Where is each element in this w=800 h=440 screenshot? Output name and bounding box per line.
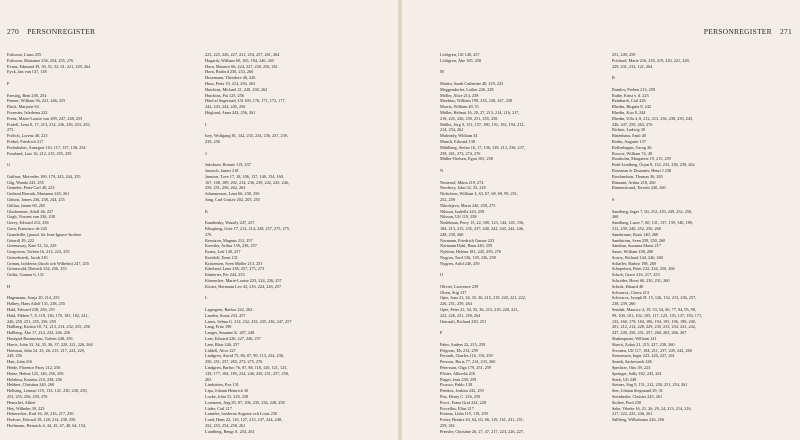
index-letter-heading: F [7, 80, 10, 86]
index-entry: Lööfgren, Åke 165, 258 [440, 57, 481, 63]
index-entry: 253, 255, 256, 259, 276 [7, 394, 48, 400]
index-entry: Lumière, bröderna Auguste och Louis 230 [205, 411, 277, 417]
index-entry: 246, 247, 259, 263, 276 [612, 121, 653, 127]
index-entry: Lindström, Eva 131 [205, 382, 239, 388]
index-entry: Pelgrom, Els 212, 259 [440, 347, 478, 353]
index-entry: Rhedin, Ulla 4, 8, 212, 213, 236, 238, 239, 245, [612, 115, 694, 121]
index-entry: Scholt, Grace 216, 217, 253 [612, 272, 660, 278]
index-entry: Gorey, Edward 212, 256 [7, 220, 49, 226]
index-entry: Gregorsen, Torben 16, 213, 223, 255 [7, 249, 70, 255]
index-letter-heading: J [205, 150, 207, 156]
index-entry: Outcault, Richard 230, 251 [440, 318, 487, 324]
index-entry: Gemeler, Peter Carl 40, 223 [7, 185, 55, 191]
index-entry: Kåreland, Lena 238, 257, 275, 273 [205, 266, 265, 272]
index-entry: Janosch, James 218 [205, 167, 239, 173]
index-entry: Kreutzon, Magnus 212, 257 [205, 237, 253, 243]
index-entry: Grimm, bröderna (Jacob och Wilhelm) 247, 255 [7, 260, 89, 266]
index-entry: 273 [7, 127, 14, 133]
index-entry: Horn, Raiford 230, 233, 260 [205, 69, 254, 75]
index-entry: Hogarth, William 60, 165, 184, 246, 265 [205, 57, 275, 63]
index-entry: Newbery, John 32, 33, 218 [440, 185, 486, 191]
index-entry: Heine, Helme 125, 146, 250, 256 [7, 370, 64, 376]
index-entry: Rünnerstrand, Torsten 240, 260 [612, 185, 666, 191]
index-entry: Stark, Ulf 249 [612, 376, 637, 382]
index-entry: Locke, John 31, 218, 258 [205, 394, 249, 400]
index-entry: Isey, Wolfgang 81, 142, 233, 234, 236, 237, 239, [205, 133, 288, 139]
index-letter-heading: L [205, 295, 208, 301]
index-entry: Forrester, Isfederna 222 [7, 109, 48, 115]
index-entry: Shavit, Zohar 21, 215, 227, 238, 260 [612, 341, 675, 347]
index-entry: Sendak, Maurice 4, 19, 53, 54, 66, 77, 94, 95, 98, [612, 307, 697, 313]
index-entry: Müller, Jörg 9, 151, 157, 190, 191, 192, 194, 212, [440, 121, 525, 127]
index-letter-heading: G [7, 162, 11, 168]
index-entry: Möller, Alice 214, 258 [440, 92, 479, 98]
index-entry: Rowlandson, Thomas 36, 265 [612, 173, 663, 179]
index-entry: 201, 212, 214, 228, 229, 230, 233, 234, 241, 242, [612, 324, 696, 330]
index-entry: Hallberg, Kristin 18, 72, 213, 214, 232, 255, 256 [7, 324, 90, 330]
index-entry: 260 [612, 214, 619, 220]
index-entry: Picasso, Pablo 138 [440, 382, 472, 388]
index-entry: Meggendorfer, Lothar 226, 228 [440, 86, 494, 92]
index-entry: Sandran, Susanna Maria 217 [612, 243, 661, 249]
index-entry: Nikolajeva, Maria 240, 258, 275 [440, 202, 496, 208]
index-entry: Lindgren, Astrid 75, 86, 87, 99, 113, 234, 236, [205, 353, 284, 359]
index-entry: Furuland, Lars 16, 212, 215, 255, 259 [7, 150, 72, 156]
index-entry: Sanderame, Boris 140, 260 [612, 231, 659, 237]
index-entry: Lear, Edward 226, 227, 246, 257 [205, 336, 261, 342]
index-entry: Huss, Peter 19, 214, 256, 263 [205, 80, 256, 86]
index-entry: 250, 251, 257, 265, 273, 275, 276 [205, 359, 263, 365]
index-entry: 223, 225, 226, 227, 231, 254, 257, 261, 264 [205, 52, 280, 57]
index-column [440, 52, 605, 435]
index-entry: Heide, Florence Parry 212, 256 [7, 365, 61, 371]
index-entry: Halbey, Hans Adolf 131, 238, 255 [7, 301, 66, 307]
index-entry: Johannesson, Lena 66, 230, 256 [205, 191, 260, 197]
index-entry: Normann, Friedrich Gustav 223 [440, 237, 495, 243]
index-entry: 276 [205, 231, 212, 237]
index-entry: Sauer, William 238, 260 [612, 249, 654, 255]
index-entry: Lüder, Carl 217 [205, 405, 232, 411]
index-column [612, 52, 792, 423]
index-entry: Nilsson, Isabella 243, 258 [440, 208, 485, 214]
left-page-header [7, 27, 95, 36]
index-entry: Flack, Marjorie 63 [7, 104, 39, 110]
index-entry: Pocci, Franz Graf 224, 228 [440, 399, 487, 405]
index-entry: 133, 160, 179, 184, 186, 194, 195, 196, 199, 200, [612, 318, 696, 324]
index-entry: Hodcart, Edward 18, 128, 214, 238, 256 [7, 417, 76, 423]
index-entry: Lund, Hans 22, 116, 127, 213, 237, 244, 248, [205, 417, 283, 423]
index-entry: Olsen, Stig 137 [440, 289, 467, 295]
index-entry: 251, 249, 259 [612, 52, 636, 57]
index-entry: Rossholm, Margareta 19, 215, 259 [612, 156, 671, 162]
index-entry: Shakespeare, William 141 [612, 336, 657, 342]
index-entry: Liddell, Alice 227 [205, 347, 236, 353]
index-entry: Helakisa, Kaarina 210, 238, 256 [7, 376, 62, 382]
index-entry: Känterier, Per 244, 253 [205, 272, 245, 278]
index-entry: Stoltze, Poul 250 [612, 399, 642, 405]
index-entry: Nodelman, Perry 15, 22, 100, 123, 144, 145, 156, [440, 220, 525, 226]
index-entry: Grübs, Gunnar 6, 131 [7, 272, 44, 278]
index-entry: Steiner, Jörg 9, 151, 212, 250, 251, 254, 261 [612, 382, 688, 388]
index-entry: Fenner, William 56, 221, 246, 255 [7, 98, 66, 104]
index-letter-heading: K [205, 208, 209, 214]
index-entry: Nesterud, Märta 219, 274 [440, 179, 484, 185]
index-entry: Lagergren, Barbro 242, 262 [205, 307, 253, 313]
index-entry: Hartman, Jehn 24, 25, 26, 215, 217, 224, 229, [7, 347, 85, 353]
index-entry: Kreidolf, Ernst 131 [205, 254, 238, 260]
index-entry: Jung, Carl Gustav 202, 205, 255 [205, 196, 261, 202]
page-number: 270 [7, 27, 19, 36]
index-entry: Eyck, Jan van 137, 138 [7, 69, 47, 75]
index-entry: Nicholson, William 4, 63, 67, 68, 69, 99, 251, [440, 191, 518, 197]
index-entry: 218, 225, 226, 250, 251, 255, 258 [440, 115, 498, 121]
index-entry: Normann Dahl, Hans 240, 259 [440, 243, 493, 249]
index-entry: Sandström, Sven 239, 250, 260 [612, 237, 666, 243]
index-entry: Sandberg, Inger 7, 60, 212, 239, 249, 252, 256, [612, 208, 693, 214]
right-page [400, 0, 800, 440]
index-entry: Fröfich, Lorenz 40, 223 [7, 133, 48, 139]
index-entry: Pitz, Henry C. 216, 259 [440, 394, 481, 400]
index-entry: 222, 226, 251, 259, 264 [440, 312, 481, 318]
index-entry: Schwarcz, Joseph H. 15, 126, 132, 213, 236, 257, [612, 295, 697, 301]
index-entry: Hald, Fibben 7, 8, 119, 136, 170, 181, 182, 241, [7, 312, 89, 318]
index-entry: Sebe, Vibeke 16, 21, 26, 29, 24, 213, 214, 216, [612, 405, 692, 411]
index-entry: Kandinsky, Wassily 247, 257 [205, 220, 255, 226]
index-entry: Hagemann, Sonja 20, 214, 255 [7, 295, 60, 301]
index-entry: Speckter, Otto 39, 223 [612, 365, 651, 371]
index-entry: Rhedin, Birgitta 8, 242 [612, 104, 651, 110]
index-entry: Lindgren, Barbro 76, 87, 88, 118, 120, 121, 125, [205, 365, 288, 371]
running-head: PERSONREGISTER [703, 27, 772, 36]
index-letter-heading: P [440, 330, 443, 336]
index-letter-heading: I [205, 121, 207, 127]
index-entry: 217, 222, 225, 246, 261 [612, 411, 653, 417]
index-entry: Hoffmann, Heinrich 4, 44, 45, 47, 48, 64, 154, [7, 423, 87, 428]
index-entry: 226, 251, 259, 264 [440, 301, 472, 307]
index-entry: Reinhardt, Carl 226 [612, 98, 646, 104]
index-entry: Roth-Lindberg, Örjan 8, 132, 233, 238, 239, 262 [612, 162, 695, 168]
index-entry: Lorenzen, Jörg 85, 87, 106, 235, 236, 248, 258 [205, 399, 285, 405]
index-entry: Rhedin, Kuo 8, 244 [612, 109, 646, 115]
index-entry: Greenaway, Kate 51, 52, 229 [7, 243, 57, 249]
index-entry: Schaffer, Barbro 198, 260 [612, 260, 657, 266]
index-entry: 247, 249, 250, 251, 257, 260, 265, 266, 267 [612, 330, 687, 336]
index-entry: Gorn, Francisco de 245 [7, 225, 47, 231]
index-entry: Mühlberg, Stefan 16, 17, 136, 139, 213, 236, 237, [440, 144, 525, 150]
index-entry: Palm, Anders 22, 215, 259 [440, 341, 486, 347]
index-entry: Porcellus, Elias 217 [440, 405, 474, 411]
index-entry: Hart, John 216 [7, 359, 33, 365]
index-entry: Schröder, Horst 60, 230, 231, 260 [612, 278, 670, 284]
index-entry: Rittenhaus, Emil 40 [612, 133, 646, 139]
index-entry: Sandberg, Lasse 7, 60, 131, 137, 139, 140, 189, [612, 220, 693, 226]
index-entry: Rümann, Arthur 218, 260 [612, 179, 656, 185]
index-entry: Roscoe, William 74, 48 [612, 150, 653, 156]
index-entry: Persson, Boris 77, 214, 233, 260 [440, 359, 496, 365]
page-number: 271 [780, 27, 792, 36]
index-entry: Scarry, Richard 144, 246, 260 [612, 254, 663, 260]
index-entry: Lööfgren, Ulf 140, 257 [440, 52, 480, 57]
index-entry: 229, 231, 232, 121, 264 [612, 63, 653, 69]
index-entry: Gerland Ekerath, Marianne 245, 261 [7, 191, 70, 197]
index-entry: Härd af Segerstad, Ulf 169, 176, 171, 172, 177, [205, 98, 286, 104]
index-entry: Munch, Edward 138 [440, 138, 475, 144]
index-entry: Steinbeshe, Christer 245, 261 [612, 394, 663, 400]
index-entry: Eriksson, Linus 255 [7, 52, 42, 57]
index-letter-heading: H [7, 283, 11, 289]
index-entry: Rousseau le Douanier, Henri J 238 [612, 167, 672, 173]
index-entry: 250, 251, 256, 262, 263 [205, 185, 246, 191]
index-entry: Gogh, Vincent van 236, 238 [7, 214, 55, 220]
index-entry: 239, 256 [205, 138, 220, 144]
index-entry: 258, 261, 273, 274, 276 [440, 150, 481, 156]
index-entry: Morris, William 49, 51 [440, 104, 480, 110]
index-entry: Hutchins, Pat 125, 256 [205, 92, 244, 98]
index-entry: Postma, Lidia 119, 119, 259 [440, 411, 488, 417]
index-entry: Hey, Wilhelm 39, 223 [7, 405, 45, 411]
index-entry: Schepelern, Peter 232, 234, 250, 266 [612, 266, 675, 272]
index-entry: Schulz, Eduard 40 [612, 283, 644, 289]
index-entry: Lundberg, Bengt A. 254, 261 [205, 428, 255, 434]
index-entry: Hoberecker, Karl 16, 20, 216, 217, 256 [7, 411, 74, 417]
index-entry: Petersson, Olga 179, 251, 259 [440, 365, 492, 371]
index-entry: Langer, Susanne K. 287, 248 [205, 330, 255, 336]
index-entry: Harris, John 33, 34, 35, 36, 37, 220, 221, 226, 264 [7, 341, 93, 347]
index-entry: Ster, Johann Siegmund 29, 31 [612, 388, 663, 394]
index-entry: Opie, Peter 21, 34, 35, 36, 215, 219, 220, 221, [440, 307, 519, 313]
index-entry: Ramlov, Preben 213, 259 [612, 86, 656, 92]
index-entry: Rollenhagen, Georg 26 [612, 144, 652, 150]
index-entry: Olivier, Lawrence 239 [440, 283, 479, 289]
index-entry: Piaget, Jean 238, 259 [440, 376, 477, 382]
index-entry: Grönewold, Dietrich 254, 256, 255 [7, 266, 67, 272]
index-entry: Könnecker, Marie-Louise 223, 224, 226, 257 [205, 278, 282, 284]
index-entry: Müller-Nielsen, Egon 165, 258 [440, 156, 493, 162]
index-letter-heading: O [440, 272, 444, 278]
index-entry: Nilsson, Ulf 119, 258 [440, 214, 477, 220]
index-entry: Gibson, James 236, 238, 244, 255 [7, 196, 65, 202]
index-entry: Jansson, Tove 17, 18, 106, 137, 140, 154, 160, [205, 173, 284, 179]
index-entry: Mulready, William 34 [440, 133, 478, 139]
index-entry: 242, 243, 244, 245, 256 [205, 104, 246, 110]
index-entry: Klingberg, Göte 17, 212, 214, 228, 257, 275, 275, [205, 225, 290, 231]
index-entry: Lipa, Johann Heinrich 30 [205, 388, 249, 394]
running-head: PERSONREGISTER [27, 27, 96, 36]
index-entry: Martin, Sarah Catherine 48, 219, 225 [440, 80, 504, 86]
index-entry: Perrault, Charles 116, 118, 259 [440, 353, 493, 359]
index-entry: 259, 261 [440, 423, 455, 428]
index-entry: Hald, Edward 238, 256, 251 [7, 307, 56, 313]
index-entry: Prichard, Marie 216, 218, 219, 220, 221, 228, [612, 57, 690, 63]
index-letter-heading: R [612, 75, 615, 81]
index-entry: 214, 254, 262 [440, 127, 464, 133]
index-entry: 167, 168, 189, 202, 214, 236, 239, 242, 245, 246, [205, 179, 289, 185]
index-entry: Gillian, James 60, 265 [7, 202, 46, 208]
index-entry: 99, 100, 101, 102, 105, 117, 125, 135, 137, 150, 171, [612, 312, 703, 318]
index-entry: Gåg, Wanda 243, 255 [7, 179, 44, 185]
index-entry: Grandville, (pseud. för Jean-Ignace-Isodore [7, 231, 82, 237]
index-column [205, 52, 390, 435]
index-entry: Köster, Hermann Leo 43, 216, 224, 226, 257 [205, 283, 282, 289]
index-entry: Hasegird Rasmussen, Torben 248, 256 [7, 336, 73, 342]
index-entry: Rathe, Ernst v. d. 223 [612, 92, 649, 98]
index-entry: Nygren, Tord 136, 139, 236, 258 [440, 254, 496, 260]
index-entry: Höglund, Anna 243, 256, 261 [205, 109, 256, 115]
index-entry: Lang, Fritz 198 [205, 324, 232, 330]
index-entry: 212, 239, 240, 252, 256, 260 [612, 225, 661, 231]
index-entry: Glasbrenner, Adolf 46, 227 [7, 208, 54, 214]
index-entry: Pfister, Albrecht 216 [440, 370, 476, 376]
index-entry: Hosemann, Theodore 46, 226 [205, 75, 256, 81]
index-entry: Hellsing, Lennart 119, 133, 141, 230, 230, 250, [7, 388, 88, 394]
index-entry: Moebius, William 199, 233, 238, 247, 258 [440, 98, 513, 104]
index-entry: Koestler, Arthur 159, 238, 257 [205, 243, 257, 249]
index-entry: Schwarcz, Chava 213 [612, 289, 649, 295]
index-entry: Müller, Helmut 16, 20, 27, 213, 214, 216, 217, [440, 109, 520, 115]
index-entry: Springer, Sally 182, 245, 261 [612, 370, 662, 376]
index-letter-heading: M [440, 69, 444, 75]
index-entry: 265 [205, 376, 212, 382]
index-entry: 252, 253, 254, 258, 261 [205, 423, 246, 428]
index-entry: Faestög, Bent 238, 254 [7, 92, 47, 98]
index-entry: 184, 213, 215, 235, 237, 240, 242, 243, 244, 246, [440, 225, 524, 231]
index-entry: Evans, Edmund 49, 50, 51, 52, 61, 221, 229, 264 [7, 63, 91, 69]
index-entry: Eriksson, Marianne 236, 254, 255, 276 [7, 57, 74, 63]
index-entry: Opie, Iona 21, 34, 35, 36, 215, 219, 220, 221, 222, [440, 295, 526, 301]
index-entry: Smedt, Sackewaelt 246 [612, 359, 652, 365]
index-entry: 249, 256 [7, 353, 22, 359]
index-entry: Nygren, Arild 240, 259 [440, 260, 480, 266]
index-entry: Sällberg, Wilhelmina 226, 256 [612, 417, 664, 423]
index-entry: Kristensen, Sven Møller 213, 253 [205, 260, 263, 266]
index-entry: Nyblom, Helena 181, 245, 259, 276 [440, 249, 502, 255]
index-letter-heading: S [612, 196, 615, 202]
index-entry: Horn, Maurice 66, 224, 227, 230, 256, 261 [205, 63, 278, 69]
index-entry: Henschel, Albert [7, 399, 36, 405]
index-entry: Fröbel, Friedrich 217 [7, 138, 44, 144]
index-entry: 246, 250, 251, 255, 256, 259 [7, 318, 56, 324]
index-entry: Lanes, Selma G. 212, 232, 233, 235, 236, 247, 257 [205, 318, 292, 324]
index-entry: Pressler, Christine 26, 27, 47, 217, 223, 226, 227, [440, 428, 525, 434]
index-entry: Hutchins, Michael 21, 220, 230, 262 [205, 86, 268, 92]
index-entry: Griesebstedt, Jacob 216 [7, 254, 48, 260]
index-column [7, 52, 192, 429]
index-entry: Pienkos, Joakim 242, 259 [440, 388, 484, 394]
right-page-header [704, 27, 792, 36]
index-entry: Fridell, Lena 8, 17, 213, 214, 236, 239, 253, 255, [7, 121, 91, 127]
index-entry: Fuchshuber, Annegert 110, 117, 137, 138, 254 [7, 144, 86, 150]
index-entry: Kranz, Leif 140, 257 [205, 249, 241, 255]
index-entry: Frenz, Marie-Louise von 209, 247, 248, 255 [7, 115, 83, 121]
index-entry: 238, 239, 260 [612, 301, 636, 307]
index-entry: Heldner, Christina 240, 260 [7, 382, 55, 388]
index-entry: Potter, Beatrix 63, 64, 65, 66, 119, 161, 231, 251, [440, 417, 524, 423]
index-entry: Gérard) 39, 222 [7, 237, 35, 243]
index-entry: Lent, Blair 246, 257 [205, 341, 240, 347]
index-letter-heading: N [440, 167, 444, 173]
index-entry: 139, 177, 184, 185, 234, 246, 250, 251, 257, 258, [205, 370, 289, 376]
index-entry: Sivonen, Ulf 117, 184, 211, 237, 249, 242, 260 [612, 347, 692, 353]
index-entry: Richter, Ludwig 39 [612, 127, 645, 133]
index-entry: Simonsson, Inger 223, 226, 227, 261 [612, 353, 675, 359]
index-entry: Hallberg, Åke 17, 214, 232, 246, 256 [7, 330, 71, 336]
index-entry: Jakobsen, Ronnie 119, 237 [205, 162, 251, 168]
index-entry: 252, 258 [440, 196, 455, 202]
index-entry: Gaffron, Mercedes 169, 179, 243, 244, 255 [7, 173, 81, 179]
index-entry: Rodin, Auguste 137 [612, 138, 646, 144]
index-entry: Landen, Sonia 233, 257 [205, 312, 246, 318]
index-entry: 248, 258, 260 [440, 231, 464, 237]
